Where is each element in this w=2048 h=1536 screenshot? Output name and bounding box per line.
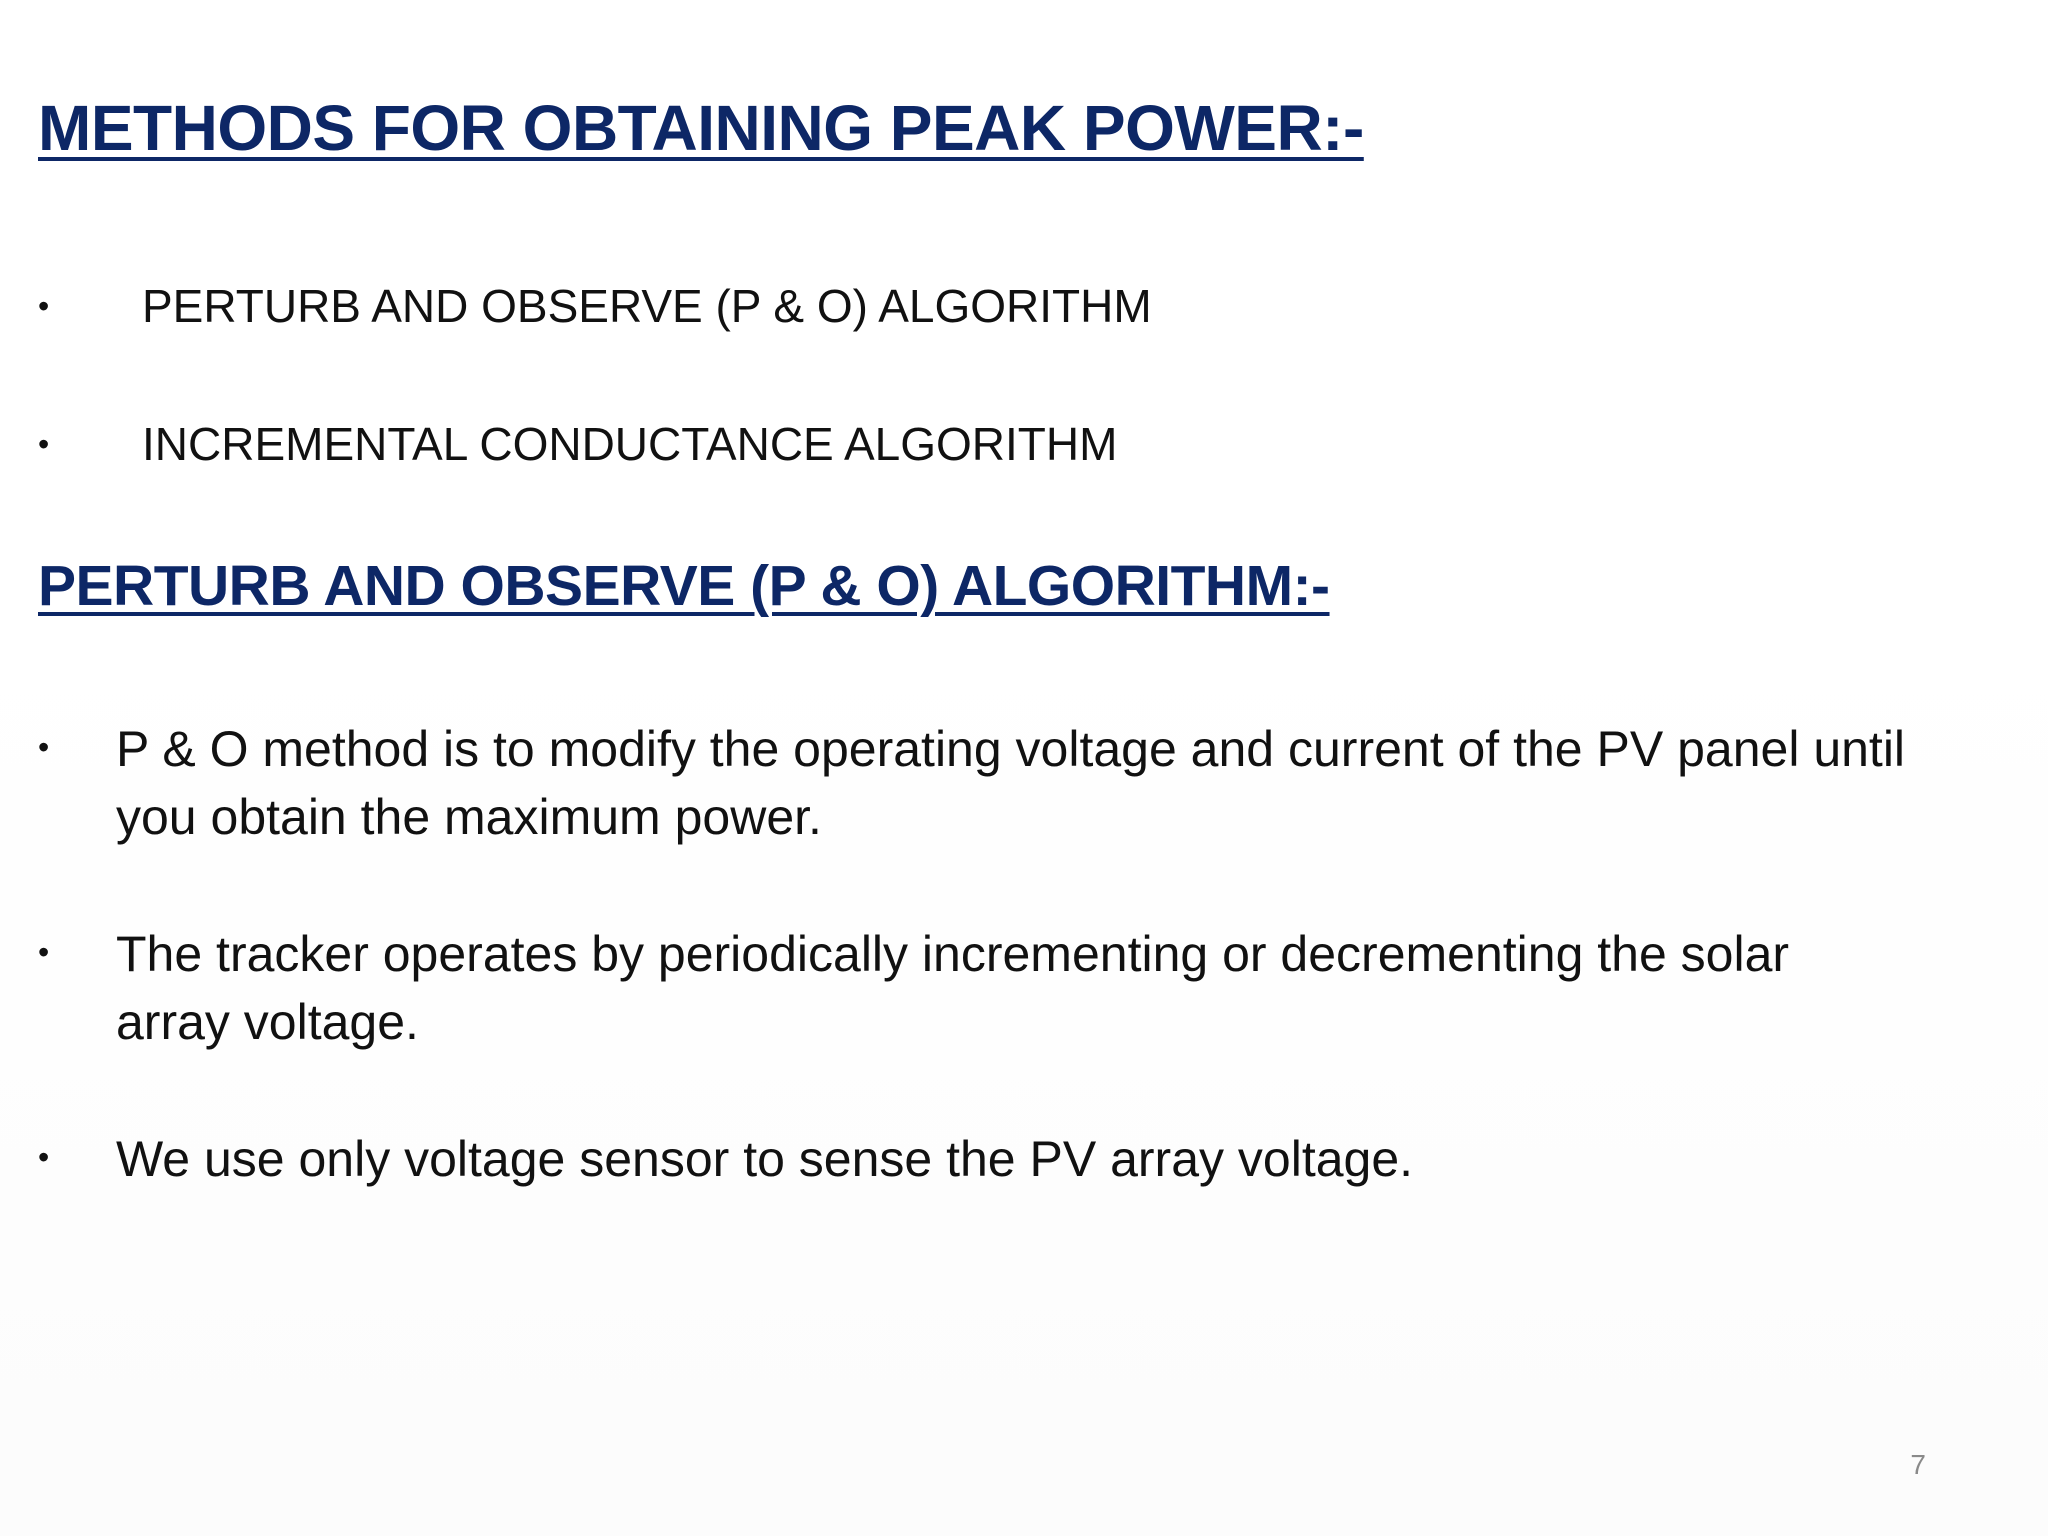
bullet-icon: •	[38, 288, 50, 324]
bullet-icon: •	[38, 934, 50, 970]
page-number: 7	[1910, 1449, 1926, 1480]
section-title: PERTURB AND OBSERVE (P & O) ALGORITHM:-	[38, 554, 1330, 618]
description-text: We use only voltage sensor to sense the PV array voltage.	[116, 1131, 1414, 1187]
method-label: INCREMENTAL CONDUCTANCE ALGORITHM	[142, 418, 1118, 470]
method-label: PERTURB AND OBSERVE (P & O) ALGORITHM	[142, 280, 1152, 332]
bullet-icon: •	[38, 1139, 50, 1175]
bullet-icon: •	[38, 426, 50, 462]
description-text: The tracker operates by periodically incrementing or decrementing the solar array voltage.	[116, 926, 1790, 1050]
description-text: P & O method is to modify the operating voltage and current of the PV panel until you obtain the maximum power.	[116, 721, 1906, 845]
slide-title: METHODS FOR OBTAINING PEAK POWER:-	[38, 92, 1364, 164]
bullet-icon: •	[38, 729, 50, 765]
